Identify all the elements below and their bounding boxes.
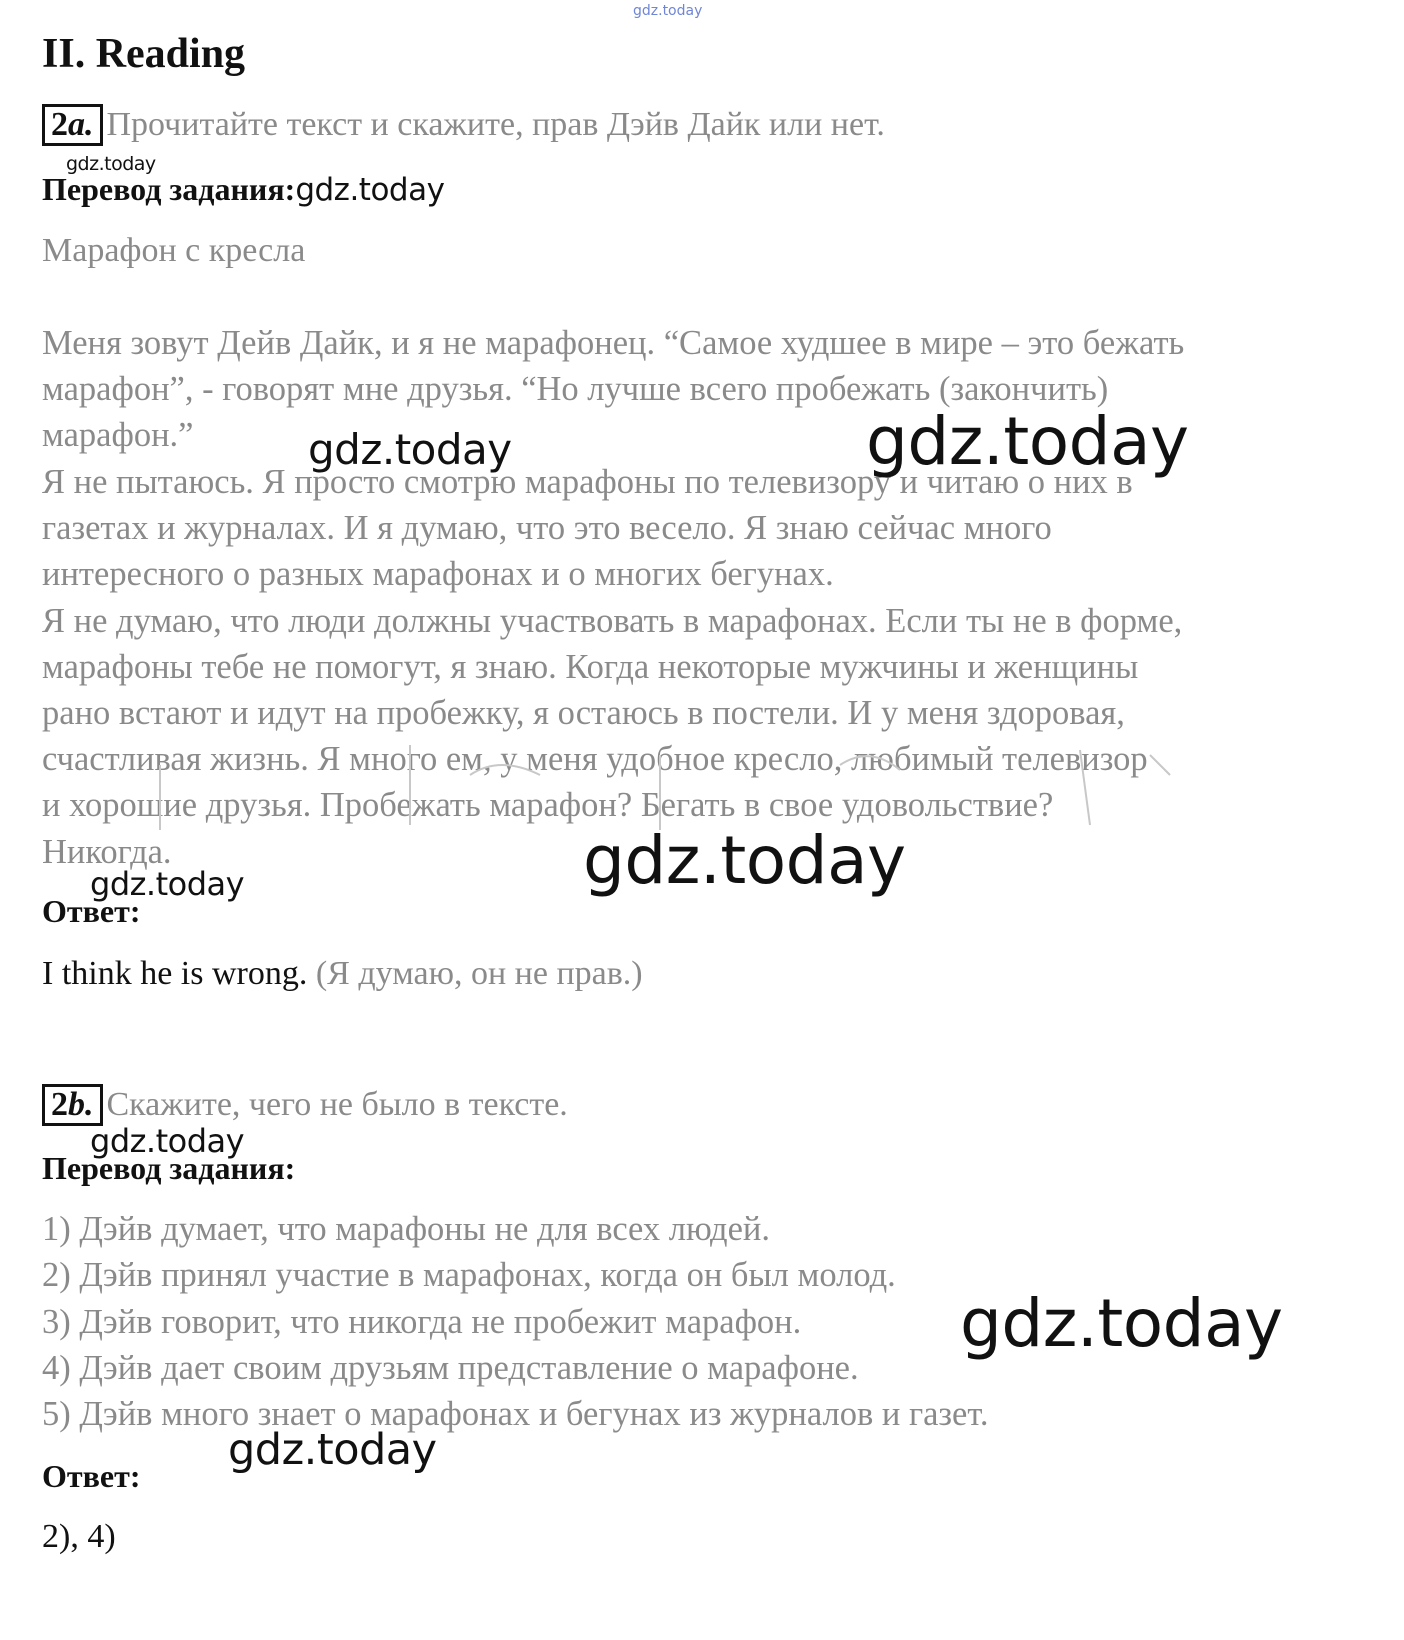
text-line: марафоны тебе не помогут, я знаю. Когда некоторые мужчины и женщины	[42, 648, 1139, 686]
task-2b-letter: b.	[68, 1086, 94, 1123]
text-line: Я не пытаюсь. Я просто смотрю марафоны по телевизору и читаю о них в	[42, 463, 1133, 501]
watermark-inline: gdz.today	[295, 172, 445, 208]
list-item: 4) Дэйв дает своим друзьям представление о марафоне.	[42, 1349, 859, 1387]
text-line: счастливая жизнь. Я много ем, у меня удобное кресло, любимый телевизор	[42, 740, 1148, 778]
section-title: II. Reading	[42, 31, 246, 77]
task-2b-answer-label: Ответ:	[42, 1458, 141, 1494]
task-2a-instruction: Прочитайте текст и скажите, прав Дэйв Дайк или нет.	[106, 106, 885, 143]
task-2a-answer-en: I think he is wrong.	[42, 955, 308, 992]
task-2b-header	[42, 1084, 568, 1126]
watermark-center: gdz.today	[583, 822, 906, 899]
task-2b-translation-label: Перевод задания:	[42, 1150, 296, 1186]
watermark-bottom-left: gdz.today	[228, 1425, 437, 1475]
task-2a-answer-label: Ответ:	[42, 893, 141, 929]
task-2b-number: 2	[51, 1086, 68, 1123]
task-2b-number-box	[42, 1084, 103, 1126]
task-2a-number-box	[42, 104, 103, 146]
task-2b-answer: 2), 4)	[42, 1518, 116, 1555]
watermark-mid-right: gdz.today	[866, 403, 1189, 480]
text-title: Марафон с кресла	[42, 232, 306, 269]
watermark-small: gdz.today	[66, 153, 156, 175]
task-2a-answer-ru: (Я думаю, он не прав.)	[315, 955, 643, 992]
task-2a-letter: a.	[68, 106, 94, 143]
text-line: марафон.”	[42, 416, 194, 454]
text-line: интересного о разных марафонах и о многих бегунах.	[42, 555, 834, 593]
task-2a-translation-label: Перевод задания:	[42, 171, 296, 207]
watermark-left: gdz.today	[90, 865, 245, 903]
text-line: газетах и журналах. И я думаю, что это весело. Я знаю сейчас много	[42, 509, 1052, 547]
list-item: 2) Дэйв принял участие в марафонах, когда он был молод.	[42, 1256, 896, 1294]
task-2b-instruction: Скажите, чего не было в тексте.	[106, 1086, 568, 1123]
watermark-left: gdz.today	[90, 1122, 245, 1160]
watermark-bottom-right: gdz.today	[960, 1285, 1283, 1362]
text-line: Никогда.	[42, 833, 172, 871]
list-item: 3) Дэйв говорит, что никогда не пробежит марафон.	[42, 1303, 802, 1341]
list-item: 1) Дэйв думает, что марафоны не для всех людей.	[42, 1210, 770, 1248]
text-line: Я не думаю, что люди должны участвовать в марафонах. Если ты не в форме,	[42, 602, 1183, 640]
task-2a-header	[42, 104, 885, 146]
text-line: рано встают и идут на пробежку, я остаюсь в постели. И у меня здоровая,	[42, 694, 1125, 732]
text-line: и хорошие друзья. Пробежать марафон? Бегать в свое удовольствие?	[42, 786, 1054, 824]
task-2a-translation-heading	[42, 171, 444, 208]
text-line: Меня зовут Дейв Дайк, и я не марафонец. “Самое худшее в мире – это бежать	[42, 324, 1185, 362]
watermark-mid-left: gdz.today	[308, 425, 512, 474]
ghost-artifact	[140, 735, 1200, 835]
task-2a-number: 2	[51, 106, 68, 143]
text-line: марафон”, - говорят мне друзья. “Но лучше всего пробежать (закончить)	[42, 370, 1109, 408]
task-2a-answer	[42, 955, 643, 993]
watermark-top: gdz.today	[633, 3, 703, 19]
list-item: 5) Дэйв много знает о марафонах и бегунах из журналов и газет.	[42, 1395, 989, 1433]
